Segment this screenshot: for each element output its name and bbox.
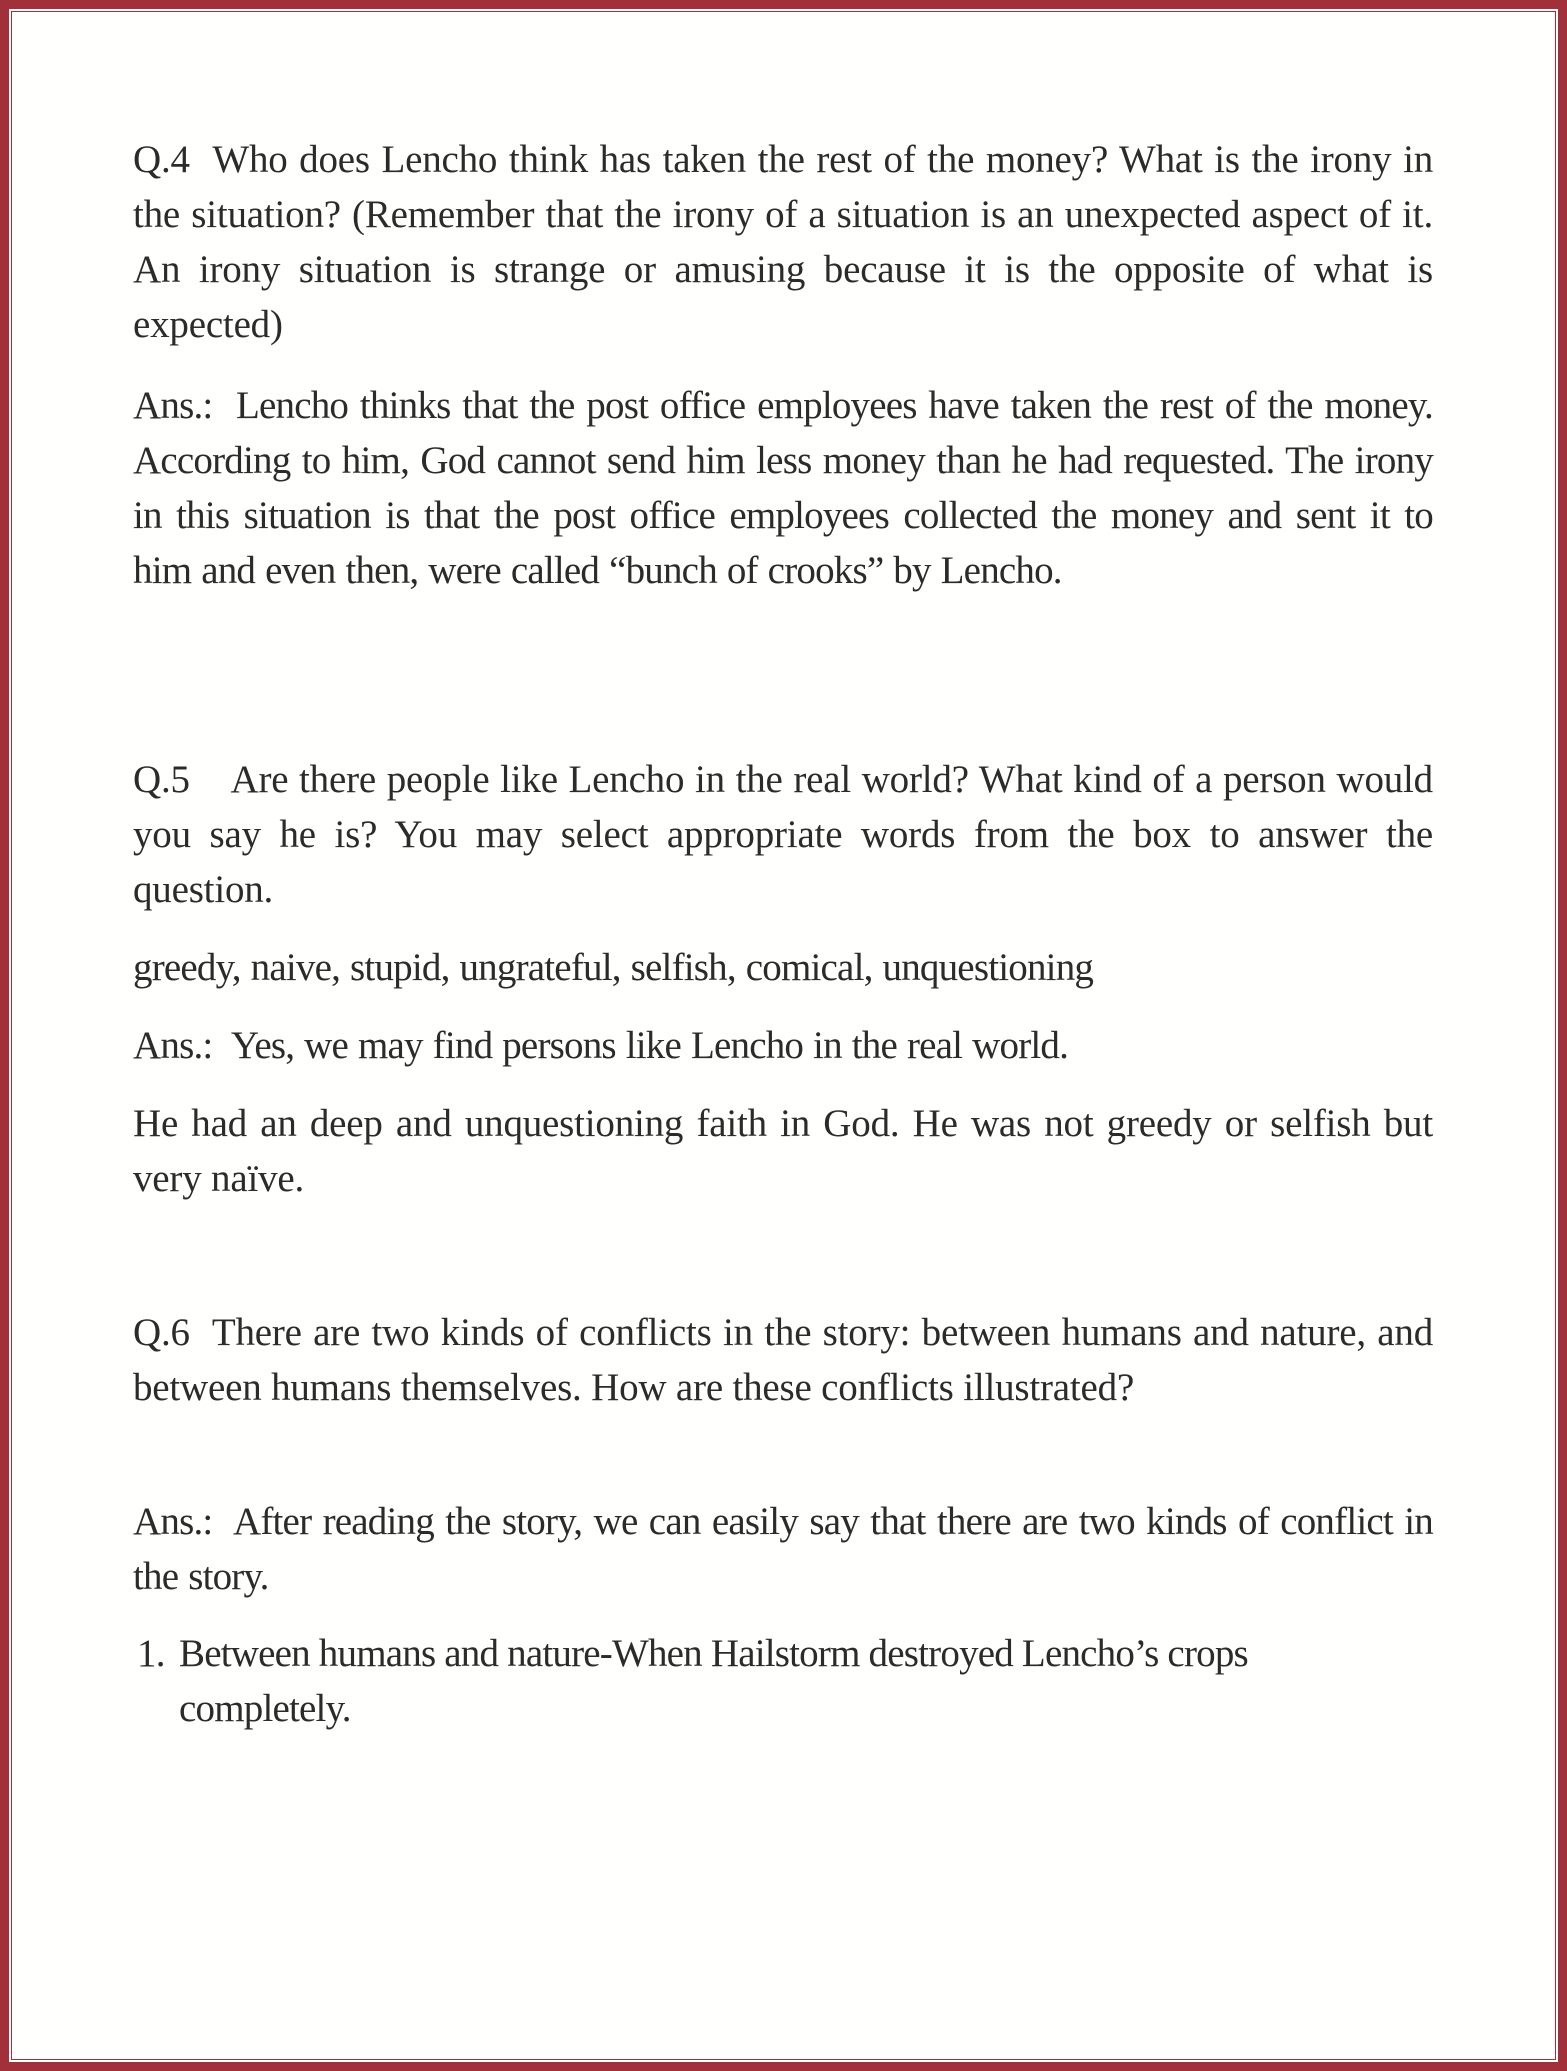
answer-text: After reading the story, we can easily say that there are two kinds of conflict in the story. <box>133 1500 1434 1598</box>
answer-text: Lencho thinks that the post office employees have taken the rest of the money. According to him, God cannot send him less money than he had requested. The irony in this situation is that the post office employees collected the money and sent it to him and even then, were called “bunch of crooks” by Lencho. <box>133 384 1433 592</box>
question-label: Q.6 <box>133 1311 190 1354</box>
question-text: There are two kinds of conflicts in the story: between humans and nature, and between humans themselves. How are these conflicts illustrated? <box>133 1311 1433 1409</box>
answer-text: Yes, we may find persons like Lencho in the real world. <box>230 1024 1069 1067</box>
question-text: Who does Lencho think has taken the rest of the money? What is the irony in the situation? (Remember that the irony of a situation is an unexpected aspect of it. An irony situation is strange or amusing because it is the opposite of what is expected) <box>133 138 1433 346</box>
answer-5-continuation: He had an deep and unquestioning faith in God. He was not greedy or selfish but very naïve. <box>133 1102 1433 1200</box>
answer-label: Ans.: <box>133 1500 213 1543</box>
answer-5 <box>133 1018 1433 1073</box>
question-6 <box>133 1305 1433 1415</box>
answer-6 <box>133 1494 1433 1604</box>
answer-4 <box>133 378 1433 598</box>
question-4 <box>133 132 1433 352</box>
list-number: 1. <box>137 1632 165 1675</box>
answer-label: Ans.: <box>133 1024 213 1067</box>
question-label: Q.4 <box>133 138 190 181</box>
word-box: greedy, naive, stupid, ungrateful, selfish, comical, unquestioning <box>133 946 1094 989</box>
list-text: Between humans and nature-When Hailstorm destroyed Lencho’s crops completely. <box>179 1632 1248 1730</box>
question-5 <box>133 752 1433 917</box>
question-label: Q.5 <box>133 758 190 801</box>
question-text: Are there people like Lencho in the real world? What kind of a person would you say he is? You may select appropriate words from the box to answer the question. <box>133 758 1433 911</box>
answer-label: Ans.: <box>133 384 213 427</box>
list-item <box>137 1626 1379 1736</box>
